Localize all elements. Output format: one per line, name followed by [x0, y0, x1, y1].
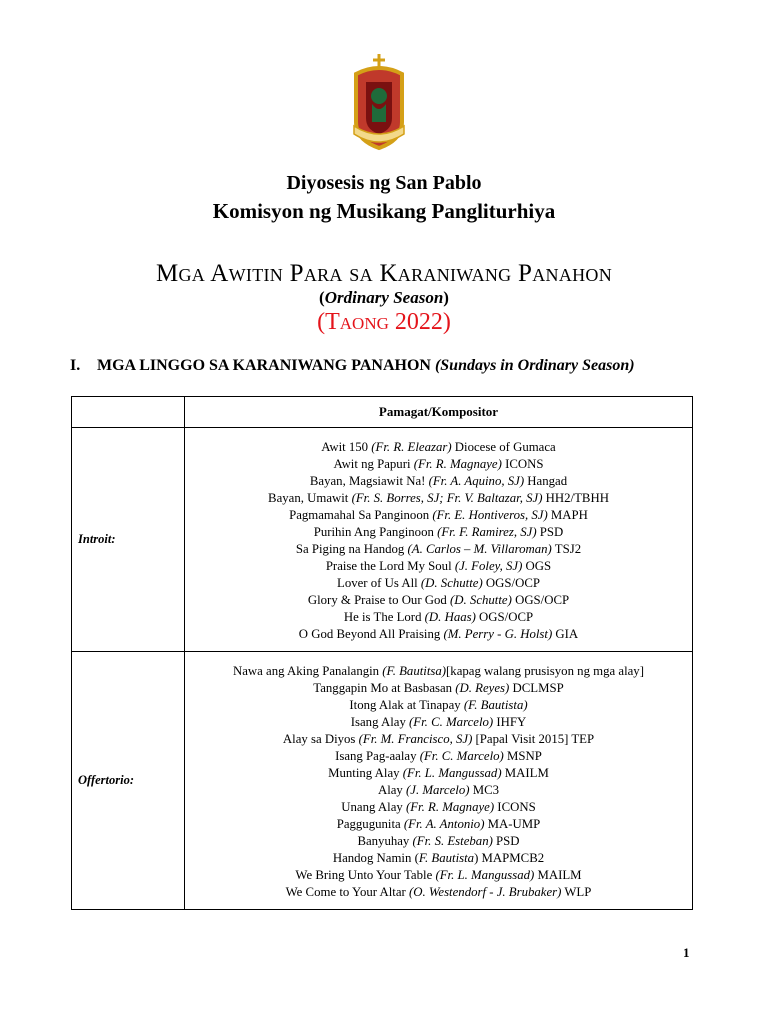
song-composer: (F. Bautitsa) — [382, 664, 447, 678]
empty-header-cell — [72, 397, 185, 428]
song-composer: (A. Carlos – M. Villaroman) — [407, 542, 552, 556]
song-source: PSD — [492, 834, 520, 848]
song-composer: (Fr. R. Magnaye) — [405, 800, 495, 814]
song-composer: (D. Reyes) — [455, 681, 510, 695]
song-title: Bayan, Magsiawit Na! — [309, 474, 429, 488]
song-title: Praise the Lord My Soul — [325, 559, 455, 573]
song-composer: (Fr. C. Marcelo) — [419, 749, 504, 763]
table-header-row — [72, 397, 693, 428]
song-entry — [185, 850, 692, 867]
song-title: Awit 150 — [321, 440, 372, 454]
song-source: ) MAPMCB2 — [474, 851, 545, 865]
song-entry — [185, 490, 692, 507]
song-source: OGS — [522, 559, 552, 573]
song-composer: (O. Westendorf - J. Brubaker) — [409, 885, 562, 899]
song-entry — [185, 867, 692, 884]
song-title: Bayan, Umawit — [268, 491, 352, 505]
song-source: WLP — [561, 885, 592, 899]
song-source: OGS/OCP — [482, 576, 540, 590]
song-title: We Bring Unto Your Table — [295, 868, 436, 882]
song-list-introit — [185, 428, 693, 652]
song-source: MSNP — [503, 749, 542, 763]
diocese-name: Diyosesis ng San Pablo — [286, 172, 482, 194]
song-source: Diocese of Gumaca — [451, 440, 556, 454]
song-title: O God Beyond All Praising — [298, 627, 444, 641]
song-composer: (Fr. M. Francisco, SJ) — [358, 732, 473, 746]
song-composer: (Fr. A. Aquino, SJ) — [428, 474, 525, 488]
song-composer: (D. Haas) — [424, 610, 476, 624]
table-row — [72, 428, 693, 652]
song-composer: (Fr. L. Mangussad) — [435, 868, 535, 882]
song-entry — [185, 833, 692, 850]
song-entry — [185, 714, 692, 731]
song-entry — [185, 884, 692, 901]
commission-name: Komisyon ng Musikang Pangliturhiya — [212, 199, 556, 223]
document-title: Mga Awitin Para sa Karaniwang Panahon — [155, 260, 613, 287]
song-composer: (D. Schutte) — [420, 576, 483, 590]
song-entry — [185, 731, 692, 748]
song-source: DCLMSP — [509, 681, 564, 695]
song-title: Isang Pag-aalay — [335, 749, 420, 763]
song-entry — [185, 609, 692, 626]
song-composer: (Fr. C. Marcelo) — [409, 715, 494, 729]
song-composer: (Fr. R. Eleazar) — [371, 440, 452, 454]
song-entry — [185, 558, 692, 575]
song-entry — [185, 575, 692, 592]
song-source: MAILM — [501, 766, 549, 780]
song-source: MC3 — [469, 783, 500, 797]
song-entry — [185, 782, 692, 799]
song-composer: (Fr. A. Antonio) — [403, 817, 485, 831]
song-source: TSJ2 — [551, 542, 582, 556]
song-title: Nawa ang Aking Panalangin — [233, 664, 383, 678]
row-label-offertorio: Offertorio: — [72, 652, 185, 910]
song-list-offertorio — [185, 652, 693, 910]
song-source: IHFY — [493, 715, 527, 729]
song-composer: (M. Perry - G. Holst) — [443, 627, 553, 641]
song-title: Sa Piging na Handog — [295, 542, 408, 556]
song-entry — [185, 799, 692, 816]
song-title: Alay sa Diyos — [282, 732, 359, 746]
song-title: Pagmamahal Sa Panginoon — [289, 508, 433, 522]
section-heading: I. MGA LINGGO SA KARANIWANG PANAHON (Sundays in Ordinary Season) — [70, 357, 635, 374]
song-entry — [185, 697, 692, 714]
song-composer: (D. Schutte) — [450, 593, 512, 607]
song-title: Banyuhay — [357, 834, 413, 848]
song-entry — [185, 748, 692, 765]
song-entry — [185, 541, 692, 558]
song-title: We Come to Your Altar — [285, 885, 410, 899]
song-source: ICONS — [501, 457, 544, 471]
document-subtitle: (Ordinary Season) — [319, 288, 449, 307]
song-title: Lover of Us All — [337, 576, 421, 590]
song-entry — [185, 592, 692, 609]
song-composer: (Fr. L. Mangussad) — [402, 766, 502, 780]
song-source: OGS/OCP — [475, 610, 534, 624]
song-title: Handog Namin ( — [332, 851, 419, 865]
song-title: Unang Alay — [341, 800, 406, 814]
song-composer: (Fr. E. Hontiveros, SJ) — [432, 508, 548, 522]
row-label-introit: Introit: — [72, 428, 185, 652]
song-entry — [185, 473, 692, 490]
song-entry — [185, 439, 692, 456]
song-source: MAPH — [547, 508, 588, 522]
song-entry — [185, 663, 692, 680]
song-title: Alay — [377, 783, 407, 797]
song-source: MAILM — [534, 868, 582, 882]
song-title: Isang Alay — [350, 715, 410, 729]
song-entry — [185, 816, 692, 833]
song-source: ICONS — [494, 800, 536, 814]
page-number: 1 — [683, 945, 690, 960]
song-source: [Papal Visit 2015] TEP — [472, 732, 595, 746]
song-source: MA-UMP — [484, 817, 541, 831]
song-composer: (F. Bautista) — [463, 698, 528, 712]
song-source: OGS/OCP — [511, 593, 570, 607]
song-title: Itong Alak at Tinapay — [349, 698, 464, 712]
song-table — [71, 396, 693, 910]
song-composer: (Fr. S. Borres, SJ; Fr. V. Baltazar, SJ) — [351, 491, 543, 505]
song-source: Hangad — [524, 474, 568, 488]
song-entry — [185, 765, 692, 782]
song-entry — [185, 456, 692, 473]
table-row — [72, 652, 693, 910]
song-title: Munting Alay — [328, 766, 403, 780]
song-entry — [185, 626, 692, 643]
song-entry — [185, 680, 692, 697]
diocese-logo — [348, 52, 410, 152]
song-title: Awit ng Papuri — [333, 457, 414, 471]
song-title: Paggugunita — [336, 817, 404, 831]
song-composer: (J. Foley, SJ) — [454, 559, 523, 573]
song-source: GIA — [552, 627, 579, 641]
column-header: Pamagat/Kompositor — [185, 397, 693, 428]
song-entry — [185, 507, 692, 524]
song-composer: (J. Marcelo) — [406, 783, 470, 797]
song-composer: F. Bautista — [418, 851, 475, 865]
song-title: Purihin Ang Panginoon — [313, 525, 438, 539]
song-title: He is The Lord — [343, 610, 425, 624]
song-composer: (Fr. R. Magnaye) — [413, 457, 502, 471]
song-composer: (Fr. F. Ramirez, SJ) — [437, 525, 537, 539]
song-title: Glory & Praise to Our God — [307, 593, 451, 607]
song-source: HH2/TBHH — [542, 491, 609, 505]
song-source: PSD — [536, 525, 564, 539]
song-source: [kapag walang prusisyon ng mga alay] — [446, 664, 644, 678]
song-title: Tanggapin Mo at Basbasan — [313, 681, 456, 695]
song-composer: (Fr. S. Esteban) — [412, 834, 493, 848]
year-label: (Taong 2022) — [317, 309, 451, 335]
song-entry — [185, 524, 692, 541]
